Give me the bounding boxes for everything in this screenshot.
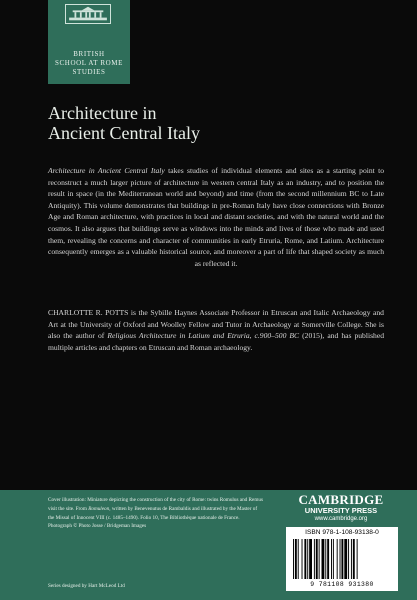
series-designer: Series designed by Hart McLeod Ltd xyxy=(48,583,125,589)
barcode-bar xyxy=(353,539,355,579)
barcode-bar xyxy=(322,539,325,579)
author-bio xyxy=(48,307,384,353)
book-title-line-1: Architecture in xyxy=(48,103,157,123)
barcode-bar xyxy=(325,539,326,579)
barcode-bar xyxy=(351,539,352,579)
bottom-panel xyxy=(0,490,417,600)
book-description xyxy=(48,165,384,269)
barcode-bar xyxy=(341,539,343,579)
barcode-bar xyxy=(327,539,329,579)
barcode-bar xyxy=(319,539,320,579)
publisher-url: www.cambridge.org xyxy=(314,516,368,522)
barcode-bar xyxy=(333,539,334,579)
book-title-italic: Architecture in Ancient Central Italy xyxy=(48,166,165,175)
cover-credit-text-a: Cover illustration: Miniature depicting the construction of the city of Rome: twins Romulus and Remus visit the site. From xyxy=(48,497,263,512)
barcode-bar xyxy=(331,539,332,579)
barcode-bar xyxy=(302,539,303,579)
barcode-bar xyxy=(348,539,349,579)
barcode-bar xyxy=(304,539,306,579)
isbn-label: ISBN 978-1-108-93138-0 xyxy=(305,529,379,536)
publisher-subtitle: UNIVERSITY PRESS xyxy=(304,506,378,515)
cover-credit xyxy=(48,496,264,531)
barcode-bar xyxy=(295,539,297,579)
barcode xyxy=(286,527,398,591)
barcode-bar xyxy=(357,539,358,579)
barcode-bar xyxy=(316,539,318,579)
barcode-bar xyxy=(314,539,315,579)
barcode-bar xyxy=(309,539,312,579)
author-bio-text-b: (2015), and has published multiple articles and chapters on Etruscan and Roman archaeology. xyxy=(48,331,384,352)
barcode-bar xyxy=(298,539,299,579)
series-name-line-3: STUDIES xyxy=(72,68,106,76)
publisher-name: CAMBRIDGE xyxy=(298,492,384,507)
book-description-text: takes studies of individual elements and sites as a starting point to reconstruct a much larger picture of architecture in western central Italy as an industry, and to position the result in space (in the Mediterranean world and beyond) and time (from the second millennium BC to Late Antiquity). This volume demonstrates that buildings in pre-Roman Italy have close connections with Bronze Age and Roman architecture, with practices in local and distant societies, and with the natural world and the cosmos. It also argues that buildings serve as windows into the minds and lives of those who made and used them, revealing the concerns and character of communities in early Etruria, Rome, and Latium. Architecture consequently emerges as a valuable historical source, and moreover a part of life that shaped society as much as reflected it. xyxy=(48,166,384,268)
series-tab xyxy=(48,0,130,84)
barcode-bar xyxy=(337,539,338,579)
author-bio-text-a: is the Sybille Haynes Associate Professor in Etruscan and Italic Archaeology and Art at the University of Oxford and Woolley Fellow and Tutor in Archaeology at Somerville College. She is also the author of xyxy=(48,308,384,341)
series-name-line-2: SCHOOL AT ROME xyxy=(55,59,123,67)
barcode-bar xyxy=(340,539,341,579)
barcode-bar xyxy=(344,539,347,579)
barcode-bar xyxy=(293,539,294,579)
book-title-line-2: Ancient Central Italy xyxy=(48,123,200,143)
book-title xyxy=(48,103,368,143)
barcode-digits: 9 781108 931380 xyxy=(310,581,374,588)
series-name-line-1: BRITISH xyxy=(73,50,105,58)
cover-credit-italic: Romuleon xyxy=(88,505,110,512)
cover-credit-text-b: , written by Benevenutus de Rambaldis and illustrated by the Master of the Missal of Innocent VIII (c. 1485–1490). Folio 10, The Bibliothèque nationale de France. Photograph © Photo Josse / Bridgeman Images xyxy=(48,505,258,530)
publisher-logo xyxy=(286,493,396,523)
author-previous-book: Religious Architecture in Latium and Etruria, c.900–500 BC xyxy=(107,331,300,341)
building-facade-icon xyxy=(66,5,110,23)
barcode-bars xyxy=(292,539,392,579)
bsr-logo xyxy=(65,4,111,24)
author-name: CHARLOTTE R. POTTS xyxy=(48,308,129,317)
barcode-bar xyxy=(307,539,308,579)
